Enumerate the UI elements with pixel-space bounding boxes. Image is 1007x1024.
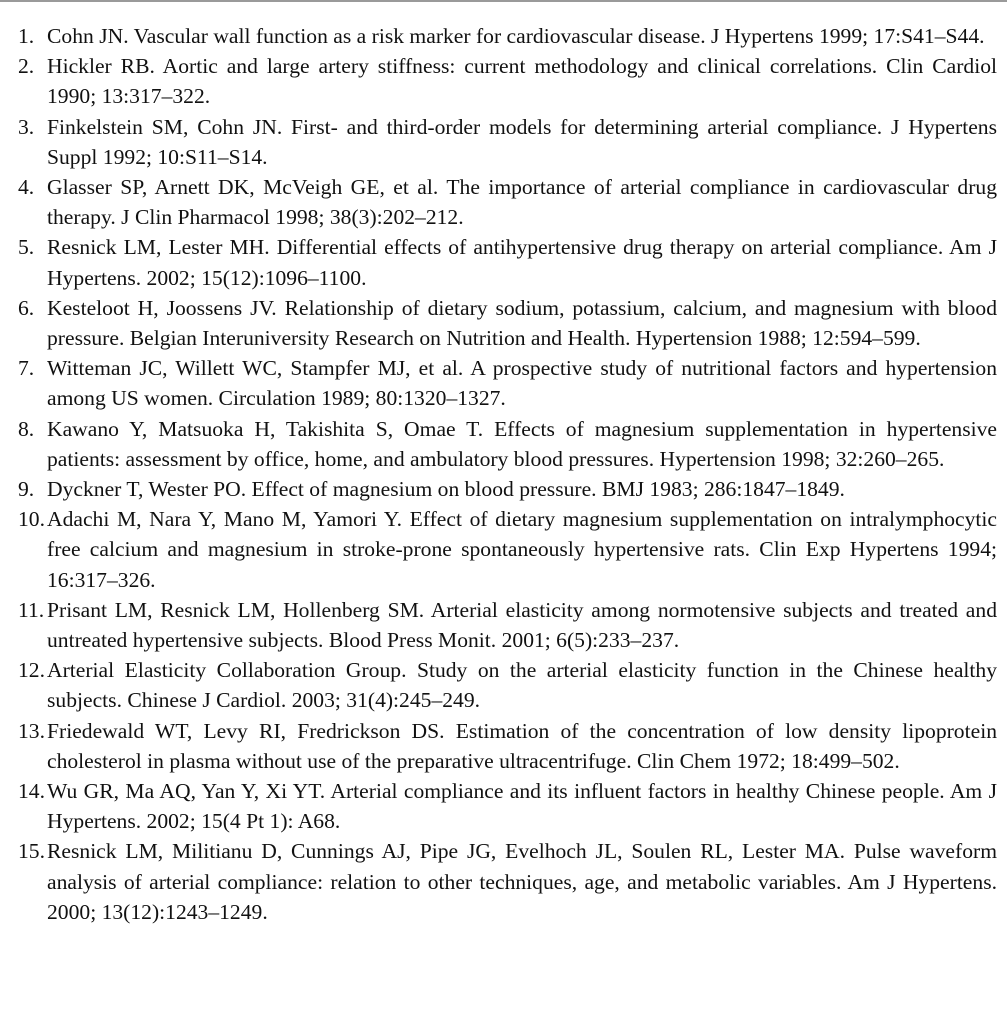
reference-item bbox=[18, 474, 997, 504]
reference-text: Finkelstein SM, Cohn JN. First- and third-order models for determining arterial compliance. J Hypertens Suppl 1992; 10:S11–S14. bbox=[47, 114, 997, 169]
reference-text: Adachi M, Nara Y, Mano M, Yamori Y. Effect of dietary magnesium supplementation on intralymphocytic free calcium and magnesium in stroke-prone spontaneously hypertensive rats. Clin Exp Hypertens 1994; 16:317–326. bbox=[47, 507, 997, 592]
reference-text: Resnick LM, Militianu D, Cunnings AJ, Pipe JG, Evelhoch JL, Soulen RL, Lester MA. Pulse waveform analysis of arterial compliance: relation to other techniques, age, and metabolic variables. Am J Hypertens. 2000; 13(12):1243–1249. bbox=[47, 839, 997, 924]
top-divider bbox=[0, 0, 1007, 2]
reference-text: Cohn JN. Vascular wall function as a risk marker for cardiovascular disease. J Hypertens 1999; 17:S41–S44. bbox=[47, 24, 985, 48]
reference-item bbox=[18, 172, 997, 232]
reference-item bbox=[18, 716, 997, 776]
reference-item bbox=[18, 112, 997, 172]
reference-number: 12. bbox=[18, 658, 45, 683]
reference-text: Arterial Elasticity Collaboration Group. Study on the arterial elasticity function in the Chinese healthy subjects. Chinese J Cardiol. 2003; 31(4):245–249. bbox=[47, 658, 997, 713]
reference-number: 2. bbox=[18, 54, 35, 79]
reference-number: 4. bbox=[18, 175, 35, 200]
reference-number: 15. bbox=[18, 839, 45, 864]
reference-list bbox=[18, 21, 997, 927]
reference-number: 9. bbox=[18, 477, 35, 502]
reference-text: Hickler RB. Aortic and large artery stiffness: current methodology and clinical correlations. Clin Cardiol 1990; 13:317–322. bbox=[47, 54, 997, 109]
reference-item bbox=[18, 293, 997, 353]
reference-item bbox=[18, 776, 997, 836]
reference-number: 8. bbox=[18, 416, 35, 441]
reference-number: 7. bbox=[18, 356, 35, 381]
reference-number: 11. bbox=[18, 597, 45, 622]
reference-number: 6. bbox=[18, 295, 35, 320]
reference-text: Witteman JC, Willett WC, Stampfer MJ, et al. A prospective study of nutritional factors and hypertension among US women. Circulation 1989; 80:1320–1327. bbox=[47, 356, 997, 411]
reference-item bbox=[18, 51, 997, 111]
reference-text: Wu GR, Ma AQ, Yan Y, Xi YT. Arterial compliance and its influent factors in healthy Chinese people. Am J Hypertens. 2002; 15(4 Pt 1): A68. bbox=[47, 779, 997, 834]
reference-number: 10. bbox=[18, 507, 45, 532]
reference-item bbox=[18, 836, 997, 927]
reference-text: Friedewald WT, Levy RI, Fredrickson DS. Estimation of the concentration of low density lipoprotein cholesterol in plasma without use of the preparative ultracentrifuge. Clin Chem 1972; 18:499–502. bbox=[47, 718, 997, 773]
reference-text: Glasser SP, Arnett DK, McVeigh GE, et al. The importance of arterial compliance in cardiovascular drug therapy. J Clin Pharmacol 1998; 38(3):202–212. bbox=[47, 175, 997, 230]
reference-number: 1. bbox=[18, 24, 35, 48]
reference-text: Prisant LM, Resnick LM, Hollenberg SM. Arterial elasticity among normotensive subjects and treated and untreated hypertensive subjects. Blood Press Monit. 2001; 6(5):233–237. bbox=[47, 597, 997, 653]
reference-item bbox=[18, 414, 997, 474]
reference-number: 3. bbox=[18, 114, 35, 139]
reference-item bbox=[18, 595, 997, 655]
reference-number: 13. bbox=[18, 718, 45, 743]
reference-text: Kesteloot H, Joossens JV. Relationship of dietary sodium, potassium, calcium, and magnesium with blood pressure. Belgian Interuniversity Research on Nutrition and Health. Hypertension 1988; 12:594–599. bbox=[47, 295, 997, 351]
reference-item bbox=[18, 655, 997, 715]
reference-item bbox=[18, 353, 997, 413]
reference-item bbox=[18, 21, 997, 51]
reference-number: 14. bbox=[18, 779, 45, 804]
reference-text: Resnick LM, Lester MH. Differential effects of antihypertensive drug therapy on arterial compliance. Am J Hypertens. 2002; 15(12):1096–1100. bbox=[47, 235, 997, 290]
reference-text: Dyckner T, Wester PO. Effect of magnesium on blood pressure. BMJ 1983; 286:1847–1849. bbox=[47, 477, 845, 502]
reference-text: Kawano Y, Matsuoka H, Takishita S, Omae T. Effects of magnesium supplementation in hypertensive patients: assessment by office, home, and ambulatory blood pressures. Hypertension 1998; 32:260–265. bbox=[47, 416, 997, 471]
reference-item bbox=[18, 504, 997, 595]
reference-item bbox=[18, 232, 997, 292]
reference-number: 5. bbox=[18, 235, 35, 260]
